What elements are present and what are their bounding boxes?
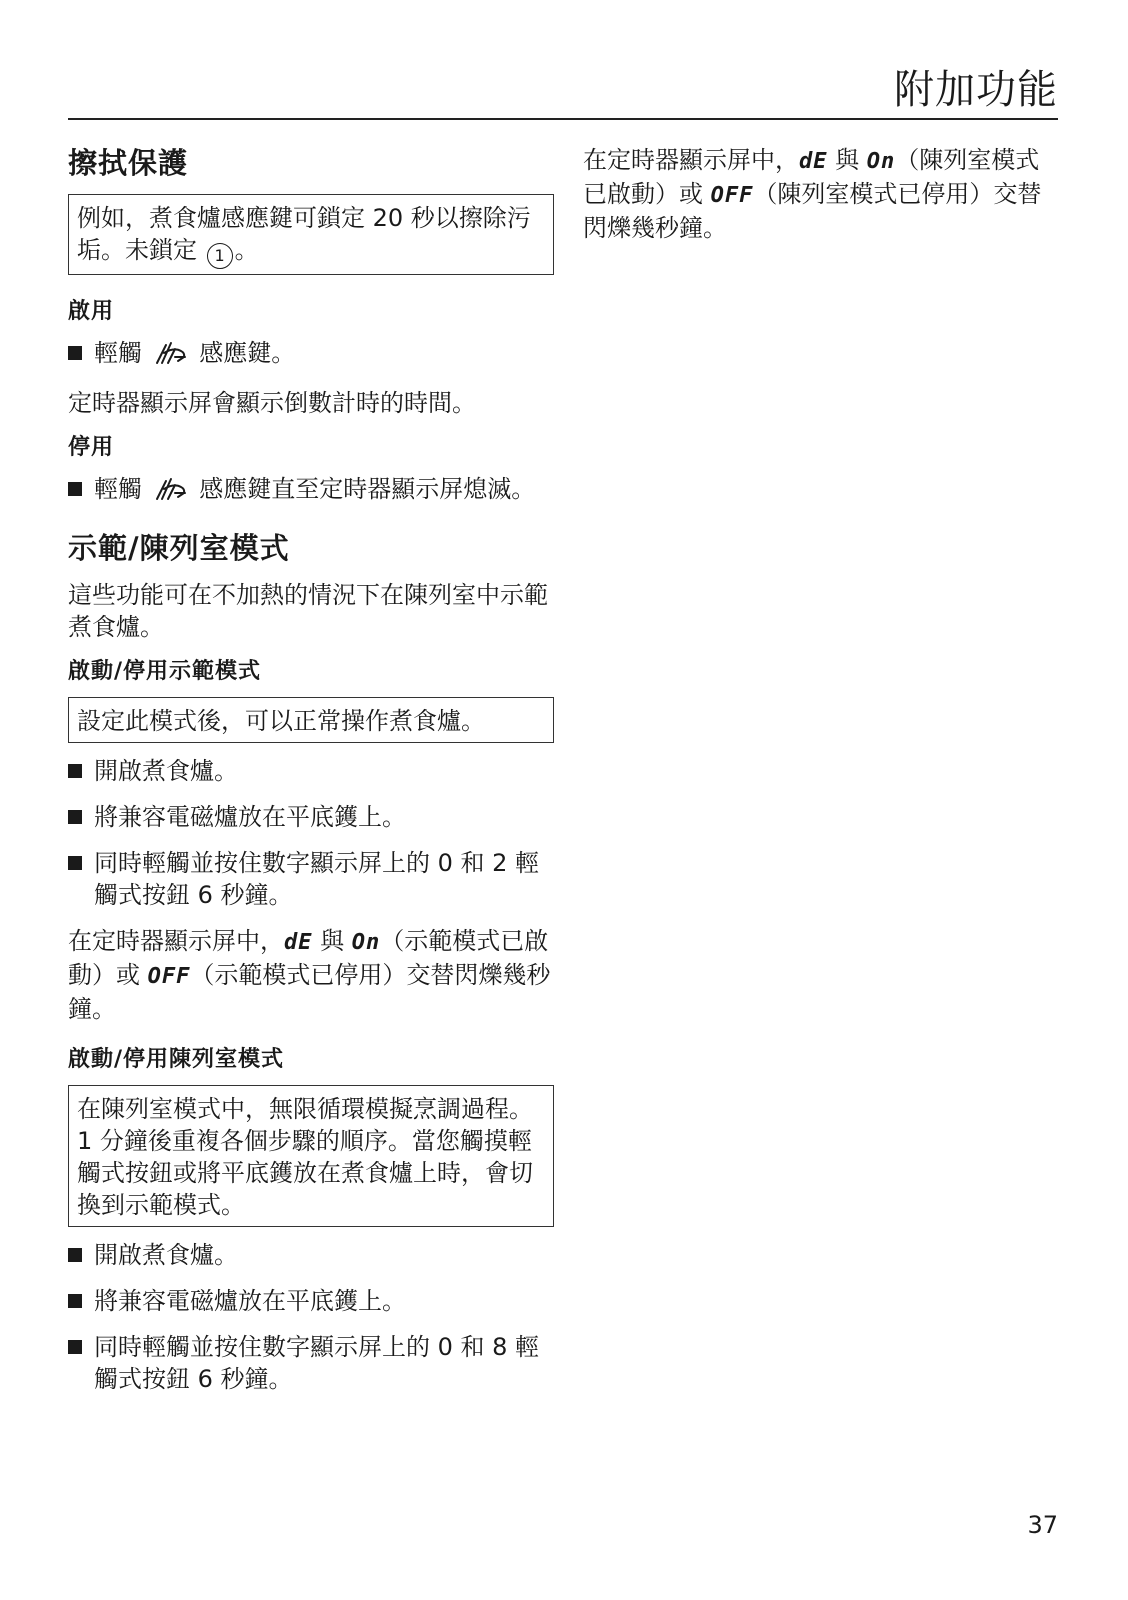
demo-result-text: （示範模式已停用）交替閃爍幾秒鐘。	[68, 961, 551, 1023]
showroom-step	[68, 1239, 554, 1271]
disable-step-text-b: 感應鍵直至定時器顯示屏熄滅。	[199, 475, 536, 503]
disable-heading: 停用	[68, 435, 115, 460]
showroom-result-text: 在定時器顯示屏中，	[583, 146, 799, 174]
demo-showroom-heading: 示範/陳列室模式	[68, 531, 290, 565]
showroom-result	[583, 144, 1063, 244]
demo-mode-note: 設定此模式後，可以正常操作煮食爐。	[68, 697, 554, 743]
enable-step-text-b: 感應鍵。	[199, 339, 296, 367]
square-bullet-icon	[68, 346, 82, 360]
display-code-off: OFF	[710, 183, 754, 208]
showroom-result-text: （陳列室模式已啟動）或	[583, 146, 1040, 208]
showroom-step-text: 將兼容電磁爐放在平底鑊上。	[94, 1287, 406, 1315]
display-code-de: dE	[284, 930, 313, 955]
right-column	[583, 140, 1063, 258]
display-code-de: dE	[799, 149, 828, 174]
hand-wipe-icon	[154, 339, 188, 373]
page-number: 37	[1027, 1511, 1058, 1539]
demo-intro: 這些功能可在不加熱的情況下在陳列室中示範煮食爐。	[68, 581, 548, 641]
square-bullet-icon	[68, 1294, 82, 1308]
circled-one-icon: 1	[207, 243, 233, 269]
demo-step	[68, 847, 554, 911]
wipe-note-end: 。	[234, 236, 259, 264]
demo-result	[68, 925, 554, 1025]
square-bullet-icon	[68, 482, 82, 496]
square-bullet-icon	[68, 764, 82, 778]
wipe-note-text: 例如，煮食爐感應鍵可鎖定 20 秒以擦除污垢。未鎖定	[77, 204, 531, 264]
showroom-mode-heading: 啟動/停用陳列室模式	[68, 1047, 285, 1072]
demo-step	[68, 755, 554, 787]
demo-mode-heading: 啟動/停用示範模式	[68, 659, 262, 684]
left-column	[68, 140, 554, 1409]
showroom-step	[68, 1285, 554, 1317]
showroom-result-text: （陳列室模式已停用）交替閃爍幾秒鐘。	[583, 180, 1042, 242]
wipe-protection-note	[68, 194, 554, 275]
showroom-mode-note: 在陳列室模式中，無限循環模擬烹調過程。1 分鐘後重複各個步驟的順序。當您觸摸輕觸式按鈕或將平底鑊放在煮食爐上時，會切換到示範模式。	[68, 1085, 554, 1227]
header-divider	[68, 118, 1058, 120]
demo-step	[68, 801, 554, 833]
hand-wipe-icon	[154, 475, 188, 509]
square-bullet-icon	[68, 1248, 82, 1262]
enable-step-text-a: 輕觸	[94, 339, 142, 367]
disable-step	[68, 473, 554, 509]
section-title: 附加功能	[894, 67, 1058, 113]
demo-step-text: 將兼容電磁爐放在平底鑊上。	[94, 803, 406, 831]
demo-result-text: （示範模式已啟動）或	[68, 927, 549, 989]
enable-heading: 啟用	[68, 299, 115, 324]
demo-result-text: 在定時器顯示屏中，	[68, 927, 284, 955]
showroom-step-text: 開啟煮食爐。	[94, 1241, 238, 1269]
disable-step-text-a: 輕觸	[94, 475, 142, 503]
showroom-step-text: 同時輕觸並按住數字顯示屏上的 0 和 8 輕觸式按鈕 6 秒鐘。	[94, 1333, 540, 1393]
wipe-protection-heading: 擦拭保護	[68, 146, 189, 180]
display-code-off: OFF	[147, 964, 191, 989]
demo-result-text: 與	[312, 927, 352, 955]
enable-result: 定時器顯示屏會顯示倒數計時的時間。	[68, 389, 476, 417]
display-code-on: On	[866, 149, 896, 174]
square-bullet-icon	[68, 810, 82, 824]
enable-step	[68, 337, 554, 373]
showroom-step	[68, 1331, 554, 1395]
demo-step-text: 同時輕觸並按住數字顯示屏上的 0 和 2 輕觸式按鈕 6 秒鐘。	[94, 849, 540, 909]
showroom-result-text: 與	[827, 146, 867, 174]
square-bullet-icon	[68, 856, 82, 870]
demo-step-text: 開啟煮食爐。	[94, 757, 238, 785]
square-bullet-icon	[68, 1340, 82, 1354]
display-code-on: On	[351, 930, 381, 955]
